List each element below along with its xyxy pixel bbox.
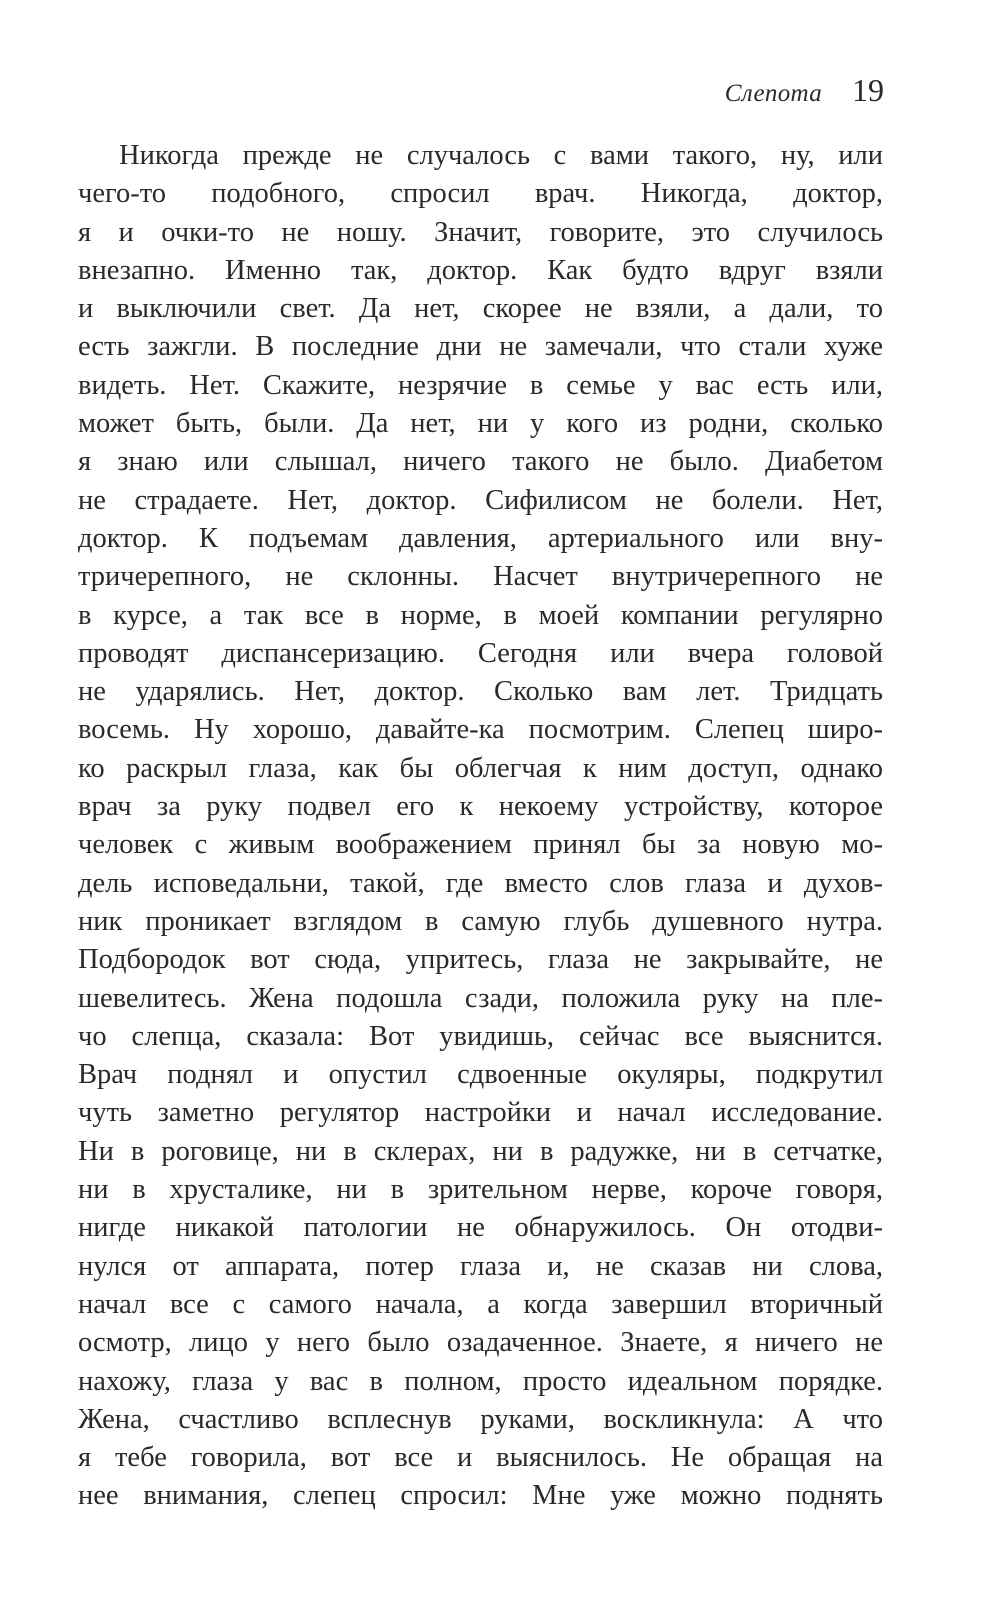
text-line: Жена, счастливо всплеснув руками, воскликнула: А что: [78, 1403, 883, 1435]
text-line: я и очки-то не ношу. Значит, говорите, это случилось: [78, 216, 883, 248]
text-line: дель исповедальни, такой, где вместо слов глаза и духов-: [78, 867, 883, 899]
text-line: доктор. К подъемам давления, артериального или вну-: [78, 522, 883, 554]
text-line: видеть. Нет. Скажите, незрячие в семье у вас есть или,: [78, 369, 883, 401]
text-line: шевелитесь. Жена подошла сзади, положила руку на пле-: [78, 982, 883, 1014]
text-line: не ударялись. Нет, доктор. Сколько вам лет. Тридцать: [78, 676, 883, 708]
text-line: в курсе, а так все в норме, в моей компании регулярно: [78, 599, 883, 631]
text-line: чуть заметно регулятор настройки и начал исследование.: [78, 1097, 883, 1129]
text-line: чего-то подобного, спросил врач. Никогда, доктор,: [78, 178, 883, 210]
text-line: осмотр, лицо у него было озадаченное. Знаете, я ничего не: [78, 1327, 883, 1359]
text-line: и выключили свет. Да нет, скорее не взяли, а дали, то: [78, 293, 883, 325]
text-line: ни в хрусталике, ни в зрительном нерве, короче говоря,: [78, 1174, 883, 1206]
text-line: ник проникает взглядом в самую глубь душевного нутра.: [78, 905, 883, 937]
text-line: Подбородок вот сюда, упритесь, глаза не закрывайте, не: [78, 944, 883, 976]
text-line: я знаю или слышал, ничего такого не было. Диабетом: [78, 446, 883, 478]
text-line: ко раскрыл глаза, как бы облегчая к ним доступ, однако: [78, 752, 883, 784]
text-line: нее внимания, слепец спросил: Мне уже можно поднять: [78, 1480, 883, 1512]
text-line: не страдаете. Нет, доктор. Сифилисом не болели. Нет,: [78, 484, 883, 516]
text-line: Никогда прежде не случалось с вами такого, ну, или: [119, 140, 883, 171]
text-line: может быть, были. Да нет, ни у кого из родни, сколько: [78, 408, 883, 440]
text-line: нигде никакой патологии не обнаружилось. Он отодви-: [78, 1212, 883, 1244]
text-line: человек с живым воображением принял бы за новую мо-: [78, 829, 883, 861]
text-line: начал все с самого начала, а когда завершил вторичный: [78, 1288, 883, 1320]
text-line: Врач поднял и опустил сдвоенные окуляры, подкрутил: [78, 1059, 883, 1091]
text-line: тричерепного, не склонны. Насчет внутричерепного не: [78, 561, 883, 593]
text-line: восемь. Ну хорошо, давайте-ка посмотрим. Слепец широ-: [78, 714, 883, 746]
text-line: я тебе говорила, вот все и выяснилось. Не обращая на: [78, 1442, 883, 1474]
text-line: врач за руку подвел его к некоему устройству, которое: [78, 791, 883, 823]
text-line: проводят диспансеризацию. Сегодня или вчера головой: [78, 637, 883, 669]
running-head: [725, 72, 884, 112]
text-line: Ни в роговице, ни в склерах, ни в радужке, ни в сетчатке,: [78, 1135, 883, 1167]
text-line: нулся от аппарата, потер глаза и, не сказав ни слова,: [78, 1250, 883, 1282]
page-number: 19: [852, 72, 884, 108]
body-text: [78, 137, 883, 1516]
text-line: есть зажгли. В последние дни не замечали, что стали хуже: [78, 331, 883, 363]
text-line: внезапно. Именно так, доктор. Как будто вдруг взяли: [78, 254, 883, 286]
running-title: Слепота: [724, 80, 822, 107]
text-line: чо слепца, сказала: Вот увидишь, сейчас все выяснится.: [78, 1020, 883, 1052]
text-line: нахожу, глаза у вас в полном, просто идеальном порядке.: [78, 1365, 883, 1397]
